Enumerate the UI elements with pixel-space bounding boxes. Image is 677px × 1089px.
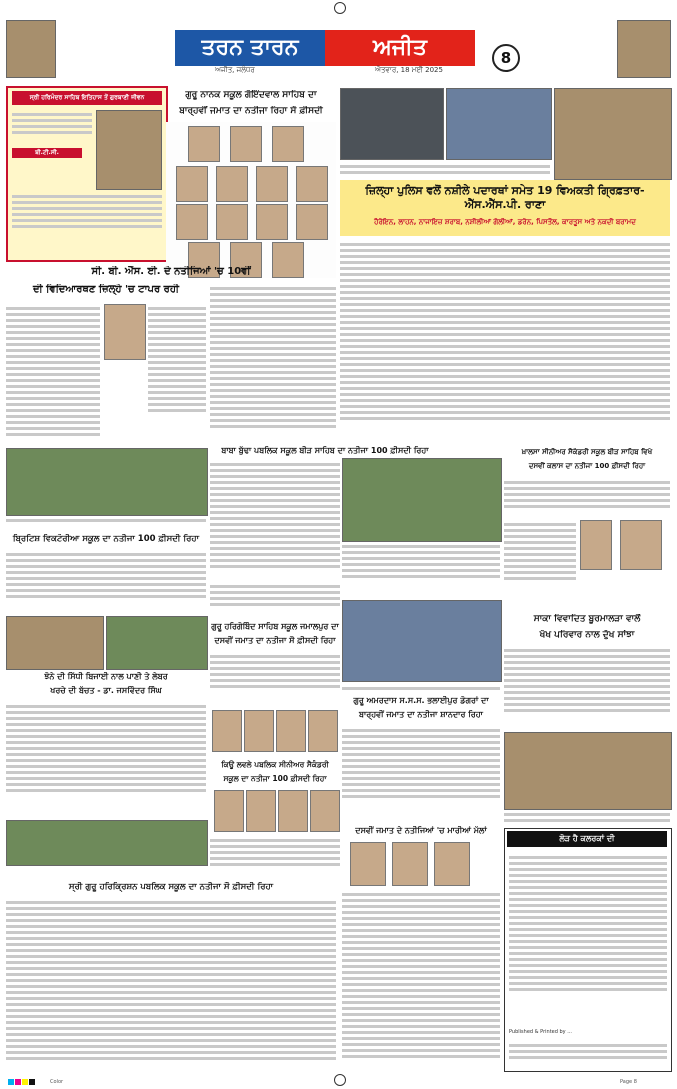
headline-amardas-1: ਗੁਰੂ ਅਮਰਦਾਸ ਸ.ਸ.ਸ. ਭਲਾਈਪੁਰ ਡੋਗਰਾਂ ਦਾ	[353, 696, 489, 705]
headline-british: ਬ੍ਰਿਟਿਸ਼ ਵਿਕਟੋਰੀਆ ਸਕੂਲ ਦਾ ਨਤੀਜਾ 100 ਫ਼ੀਸਦੀ ਰਿਹਾ	[12, 534, 200, 544]
saka-caption	[504, 810, 670, 824]
headline-hargobind-1: ਗੁਰੂ ਹਰਿਗੋਬਿੰਦ ਸਾਹਿਬ ਸਕੂਲ ਜਮਾਲਪੁਰ ਦਾ	[211, 622, 339, 631]
lovely-portraits	[210, 790, 340, 832]
masthead-left-word: ਤਰਨ ਤਾਰਨ	[175, 30, 325, 66]
ad-top-left	[6, 86, 168, 262]
police-banner	[340, 180, 670, 236]
hargobind-caption	[342, 684, 500, 692]
baba-budha-body-2	[342, 542, 500, 582]
khalsa-body	[504, 478, 670, 514]
nanak-school-body	[210, 284, 336, 444]
student-portraits-grid	[166, 122, 336, 278]
water-body	[6, 702, 206, 814]
british-body	[6, 550, 206, 612]
headline-cbse-2: ਦੀ ਵਿਦਿਆਰਥਣ ਜ਼ਿਲ੍ਹੇ 'ਚ ਟਾਪਰ ਰਹੀ	[33, 284, 179, 295]
event-caption	[6, 516, 206, 526]
british-photo-1	[6, 616, 104, 670]
headline-harkrishan: ਸ੍ਰੀ ਗੁਰੂ ਹਰਿਕ੍ਰਿਸ਼ਨ ਪਬਲਿਕ ਸਕੂਲ ਦਾ ਨਤੀਜਾ ਸੌ ਫ਼ੀਸਦੀ ਰਿਹਾ	[68, 882, 274, 892]
headline-water-1: ਝੋਨੇ ਦੀ ਸਿੱਧੀ ਬਿਜਾਈ ਨਾਲ ਪਾਣੀ ਤੇ ਲੇਬਰ	[44, 672, 168, 681]
masthead-date: ਐਤਵਾਰ, 18 ਮਈ 2025	[375, 66, 443, 74]
ad-photo	[96, 110, 162, 190]
police-caption	[340, 162, 550, 176]
cbse-body	[6, 304, 100, 444]
headline-nanak-school: ਗੁਰੂ ਨਾਨਕ ਸਕੂਲ ਗੋਇੰਦਵਾਲ ਸਾਹਿਬ ਦਾ	[185, 90, 317, 100]
classified-body	[509, 853, 667, 1021]
saka-body	[504, 646, 670, 730]
police-article-body	[340, 240, 670, 426]
cbse-topper-photo	[104, 304, 146, 360]
headline-amardas-2: ਬਾਰ੍ਹਵੀਂ ਜਮਾਤ ਦਾ ਨਤੀਜਾ ਸ਼ਾਨਦਾਰ ਰਿਹਾ	[359, 710, 483, 719]
saka-photo	[504, 732, 672, 810]
color-bar	[8, 1079, 36, 1087]
headline-lovely-2: ਸਕੂਲ ਦਾ ਨਤੀਜਾ 100 ਫ਼ੀਸਦੀ ਰਿਹਾ	[223, 774, 327, 783]
ad-name-tag: ਬੀ.ਟੀ.ਸੀ.	[12, 148, 82, 158]
registration-mark-icon	[334, 2, 346, 14]
hargobind-body	[210, 652, 340, 702]
imprint-line: Published & Printed by ...	[509, 1029, 572, 1035]
police-photo-3	[554, 88, 672, 180]
masthead	[175, 30, 495, 74]
classified-heading: ਲੋੜ ਹੈ ਕਲਰਕਾਂ ਦੀ	[507, 831, 667, 847]
headline-khalsa-2: ਦਸਵੀਂ ਕਲਾਸ ਦਾ ਨਤੀਜਾ 100 ਫ਼ੀਸਦੀ ਰਿਹਾ	[528, 462, 646, 470]
lovely-body	[210, 836, 340, 880]
amardas-body	[342, 726, 500, 822]
imprint-body	[509, 1041, 667, 1065]
masthead-right-word: ਅਜੀਤ	[325, 30, 475, 66]
classified-ad	[504, 828, 672, 1072]
police-photo-1	[340, 88, 444, 160]
khalsa-student-photo-1	[580, 520, 612, 570]
harkrishan-body	[6, 898, 336, 1068]
masthead-edition: ਅਜੀਤ, ਜਲੰਧਰ	[215, 66, 255, 74]
cbse-body-2	[148, 304, 206, 444]
headline-cbse-1: ਸੀ. ਬੀ. ਐੱਸ. ਈ. ਦੇ ਨਤੀਜਿਆਂ 'ਚ 10ਵੀਂ	[91, 266, 251, 277]
british-body-2	[210, 582, 340, 612]
police-photo-2	[446, 88, 552, 160]
headline-khalsa-1: ਖ਼ਾਲਸਾ ਸੀਨੀਅਰ ਸੈਕੰਡਰੀ ਸਕੂਲ ਬੀੜ ਸਾਹਿਬ ਵਿਖੇ	[521, 448, 653, 456]
baba-budha-body	[210, 460, 340, 568]
harkrishan-photos	[6, 820, 208, 866]
british-photo-2	[106, 616, 208, 670]
hargobind-photo	[342, 600, 502, 682]
ad-title: ਸ੍ਰੀ ਹਰਿਮੰਦਰ ਸਾਹਿਬ ਇਤਿਹਾਸ ਤੋਂ ਗੁਰਬਾਣੀ ਜੀਵਨ	[12, 91, 162, 105]
police-subheadline: ਹੈਰੋਇਨ, ਲਾਹਨ, ਨਾਜਾਇਜ਼ ਸ਼ਰਾਬ, ਨਸ਼ੀਲੀਆਂ ਗੋਲੀਆਂ, ਡਰੋਨ, ਪਿਸਤੌਲ, ਕਾਰਤੂਸ ਅਤੇ ਨਕਦੀ ਬਰਾਮਦ	[374, 218, 636, 226]
ad-text-lower	[12, 192, 162, 254]
baba-budha-photo	[342, 458, 502, 542]
dasvin-body	[342, 890, 500, 1068]
event-group-photo	[6, 448, 208, 516]
headline-water-2: ਖਰਚੇ ਦੀ ਬੱਚਤ - ਡਾ. ਜਸਵਿੰਦਰ ਸਿੰਘ	[50, 686, 162, 695]
headline-hargobind-2: ਦਸਵੀਂ ਜਮਾਤ ਦਾ ਨਤੀਜਾ ਸੌ ਫ਼ੀਸਦੀ ਰਿਹਾ	[214, 636, 336, 645]
ad-text	[12, 110, 92, 144]
page-number: 8	[492, 44, 520, 72]
khalsa-student-photo-2	[620, 520, 662, 570]
headline-nanak-school-2: ਬਾਰ੍ਹਵੀਂ ਜਮਾਤ ਦਾ ਨਤੀਜਾ ਰਿਹਾ ਸੌ ਫ਼ੀਸਦੀ	[179, 106, 323, 116]
headline-dasvin: ਦਸਵੀਂ ਜਮਾਤ ਦੇ ਨਤੀਜਿਆਂ 'ਚ ਮਾਰੀਆਂ ਮੱਲਾਂ	[355, 826, 487, 835]
headline-saka: ਸਾਕਾ ਵਿਵਾਦਿਤ ਬੂਰਮਾਲੜਾ ਵਾਲੋਂ	[533, 614, 641, 624]
footer-right-label: Page 8	[620, 1079, 637, 1085]
headline-baba-budha: ਬਾਬਾ ਬੁੱਢਾ ਪਬਲਿਕ ਸਕੂਲ ਬੀੜ ਸਾਹਿਬ ਦਾ ਨਤੀਜਾ 100 ਫ਼ੀਸਦੀ ਰਿਹਾ	[221, 446, 429, 455]
khalsa-body-2	[504, 520, 576, 600]
footer-left-label: Color	[50, 1079, 64, 1085]
hargobind-portraits	[210, 710, 340, 754]
masthead-right-photo	[617, 20, 671, 78]
headline-saka-2: ਖੱਖ ਪਰਿਵਾਰ ਨਾਲ ਦੁੱਖ ਸਾਂਝਾ	[539, 630, 635, 640]
police-headline: ਜ਼ਿਲ੍ਹਾ ਪੁਲਿਸ ਵਲੋਂ ਨਸ਼ੀਲੇ ਪਦਾਰਥਾਂ ਸਮੇਤ 19 ਵਿਅਕਤੀ ਗ੍ਰਿਫ਼ਤਾਰ-ਐੱਸ.ਐੱਸ.ਪੀ. ਰਾਣਾ	[365, 184, 645, 211]
registration-mark-bottom-icon	[334, 1074, 346, 1086]
dasvin-portraits	[342, 842, 500, 886]
headline-lovely-1: ਕਿਊ ਲਵਲੇ ਪਬਲਿਕ ਸੀਨੀਅਰ ਸੈਕੰਡਰੀ	[221, 760, 329, 769]
masthead-left-photo	[6, 20, 56, 78]
